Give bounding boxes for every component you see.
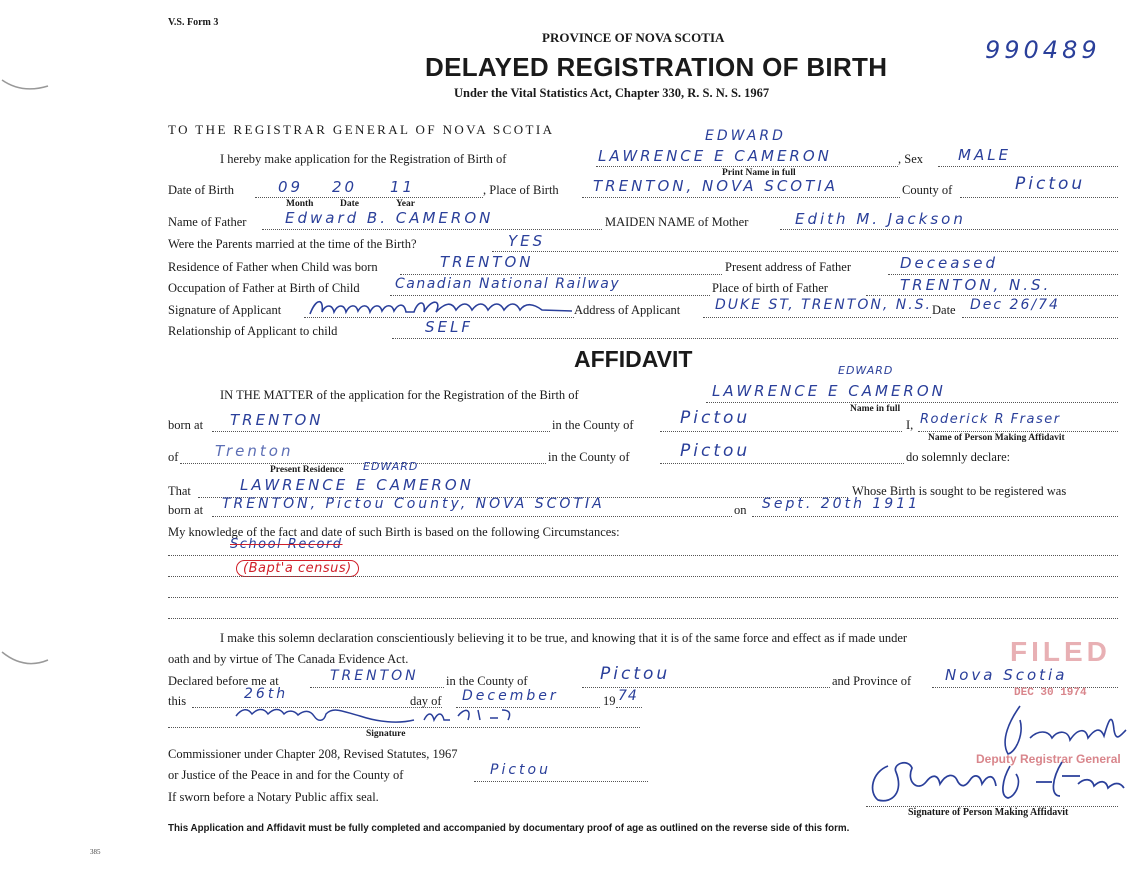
affidavit-name-insert: EDWARD (838, 364, 894, 377)
born-at2-label: born at (168, 503, 204, 517)
address-label: Address of Applicant (574, 303, 681, 317)
day-value: 26th (244, 686, 289, 702)
circumstance-line-3 (168, 597, 1118, 598)
born-place-line (212, 516, 732, 517)
year-prefix: 19 (603, 694, 616, 708)
county-label-2: in the County of (548, 450, 630, 464)
pob-value: TRENTON, NOVA SCOTIA (593, 177, 838, 195)
father-label: Name of Father (168, 215, 247, 229)
justice-county: Pictou (490, 762, 551, 778)
dob-label: Date of Birth (168, 183, 234, 197)
signature-label: Signature of Applicant (168, 303, 282, 317)
of-label: of (168, 450, 179, 464)
married-label: Were the Parents married at the time of the Birth? (168, 237, 417, 251)
affidavit-child-name: LAWRENCE E CAMERON (712, 382, 946, 400)
dob-line (255, 197, 483, 198)
circumstance-line-2 (168, 576, 1118, 577)
name-in-full-caption: Name in full (850, 404, 901, 414)
county-value-2: Pictou (680, 441, 751, 461)
red-circumstance: (Bapt'a census) (236, 560, 359, 577)
sex-label: , Sex (898, 152, 923, 166)
i-label: I, (906, 418, 914, 432)
sex-line (938, 166, 1118, 167)
month-value: December (462, 688, 559, 704)
birth-date-line (752, 516, 1118, 517)
circumstance-line-4 (168, 618, 1118, 619)
county-line (960, 197, 1118, 198)
declaration-line-1: I make this solemn declaration conscientiously believing it to be true, and knowing that it is of the same force and effect as if made under (220, 631, 908, 645)
commissioner-signature-line (168, 727, 640, 728)
justice-county-line (474, 781, 648, 782)
relationship-label: Relationship of Applicant to child (168, 324, 338, 338)
day-of-label: day of (410, 694, 442, 708)
year-suffix: 74 (618, 688, 638, 704)
notary-text: If sworn before a Notary Public affix seal. (168, 790, 379, 804)
application-intro: I hereby make application for the Registration of Birth of (220, 152, 507, 166)
married-value: YES (508, 232, 546, 250)
dob-date: 20 (332, 178, 358, 196)
present-address-value: Deceased (900, 254, 999, 272)
residence-value: Trenton (215, 442, 294, 460)
born-at-line (212, 431, 550, 432)
deponent-caption: Name of Person Making Affidavit (928, 433, 1065, 443)
child-name: LAWRENCE E CAMERON (598, 147, 832, 165)
born-place: TRENTON, Pictou County, NOVA SCOTIA (222, 496, 605, 512)
father-birthplace-label: Place of birth of Father (712, 281, 828, 295)
residence-line (400, 274, 722, 275)
pob-line (582, 197, 900, 198)
knowledge-text: My knowledge of the fact and date of such Birth is based on the following Circumstances: (168, 525, 620, 539)
declared-place: TRENTON (330, 668, 419, 684)
form-id: V.S. Form 3 (168, 17, 219, 28)
county-label-1: in the County of (552, 418, 634, 432)
residence-label: Residence of Father when Child was born (168, 260, 378, 274)
county-label: County of (902, 183, 953, 197)
subtitle: Under the Vital Statistics Act, Chapter 330, R. S. N. S. 1967 (454, 86, 770, 100)
signature-caption: Signature (366, 729, 406, 739)
that-label: That (168, 484, 191, 498)
born-at-label: born at (168, 418, 204, 432)
declared-place-line (310, 687, 444, 688)
registration-number: 990489 (985, 36, 1101, 64)
county-line-2 (660, 463, 904, 464)
birth-date: Sept. 20th 1911 (762, 496, 921, 512)
registrar-signature (990, 700, 1128, 760)
born-at-value: TRENTON (230, 411, 324, 429)
struck-circumstance: School Record (230, 537, 343, 552)
year-caption: Year (396, 199, 415, 209)
father-name: Edward B. CAMERON (285, 209, 494, 227)
page-code: 385 (90, 848, 101, 856)
residence-value: TRENTON (440, 253, 534, 271)
this-label: this (168, 694, 187, 708)
date-value: Dec 26/74 (970, 297, 1060, 313)
year-line (616, 707, 642, 708)
declared-label: Declared before me at (168, 674, 279, 688)
present-residence-caption: Present Residence (270, 465, 344, 475)
county-value-1: Pictou (680, 408, 751, 428)
matter-text: IN THE MATTER of the application for the Registration of the Birth of (220, 388, 579, 402)
that-name-insert: EDWARD (363, 460, 419, 473)
province-label: and Province of (832, 674, 912, 688)
declare-text: do solemnly declare: (906, 450, 1011, 464)
occupation-value: Canadian National Railway (395, 276, 621, 292)
declaration-line-2: oath and by virtue of The Canada Evidence Act. (168, 652, 409, 666)
date-caption: Date (340, 199, 359, 209)
county-line-1 (660, 431, 902, 432)
deponent-name: Roderick R Fraser (920, 412, 1061, 427)
dob-month: 09 (278, 178, 304, 196)
print-name-caption: Print Name in full (722, 168, 796, 178)
county-label-3: in the County of (446, 674, 528, 688)
commissioner-signature (228, 702, 520, 728)
mother-label: MAIDEN NAME of Mother (605, 215, 749, 229)
deponent-signature-caption: Signature of Person Making Affidavit (908, 807, 1069, 818)
present-address-line (888, 274, 1118, 275)
father-birthplace-line (866, 295, 1118, 296)
father-line (262, 229, 602, 230)
on-label: on (734, 503, 747, 517)
present-address-label: Present address of Father (725, 260, 852, 274)
filed-stamp: FILED (1010, 636, 1111, 667)
that-name: LAWRENCE E CAMERON (240, 476, 474, 494)
date-label: Date (932, 303, 956, 317)
deponent-line (918, 431, 1118, 432)
relationship-line (392, 338, 1118, 339)
occupation-label: Occupation of Father at Birth of Child (168, 281, 360, 295)
punch-hole-mark (0, 640, 60, 680)
relationship-value: SELF (425, 318, 473, 336)
page-title: DELAYED REGISTRATION OF BIRTH (425, 52, 888, 82)
pob-label: , Place of Birth (483, 183, 559, 197)
county-value: Pictou (1015, 174, 1086, 194)
address-line (703, 317, 931, 318)
commissioner-text: Commissioner under Chapter 208, Revised Statutes, 1967 (168, 747, 458, 761)
month-caption: Month (286, 199, 314, 209)
married-line (492, 251, 1118, 252)
circumstance-line-1 (168, 555, 1118, 556)
declared-county: Pictou (600, 664, 671, 684)
name-insert: EDWARD (705, 128, 786, 144)
father-birthplace-value: TRENTON, N.S. (900, 276, 1052, 294)
stamp-role: Deputy Registrar General (976, 752, 1121, 766)
justice-text: or Justice of the Peace in and for the County of (168, 768, 404, 782)
date-line (962, 317, 1118, 318)
province-value: Nova Scotia (945, 666, 1068, 684)
dob-year: 11 (390, 178, 416, 196)
mother-line (780, 229, 1118, 230)
province-heading: PROVINCE OF NOVA SCOTIA (542, 30, 725, 45)
footer-note: This Application and Affidavit must be fully completed and accompanied by documentary proof of age as outlined on the reverse side of this form. (168, 823, 850, 834)
sex-value: MALE (958, 146, 1012, 164)
deponent-signature (866, 752, 1128, 808)
punch-hole-mark (0, 58, 60, 98)
affidavit-name-line (706, 402, 1118, 403)
name-line (596, 166, 898, 167)
to-registrar: TO THE REGISTRAR GENERAL OF NOVA SCOTIA (168, 122, 555, 137)
whose-birth-text: Whose Birth is sought to be registered was (852, 484, 1067, 498)
mother-name: Edith M. Jackson (795, 210, 966, 228)
stamp-date: DEC 30 1974 (1014, 687, 1087, 699)
address-value: DUKE ST, TRENTON, N.S. (715, 297, 932, 313)
affidavit-heading: AFFIDAVIT (574, 346, 693, 372)
